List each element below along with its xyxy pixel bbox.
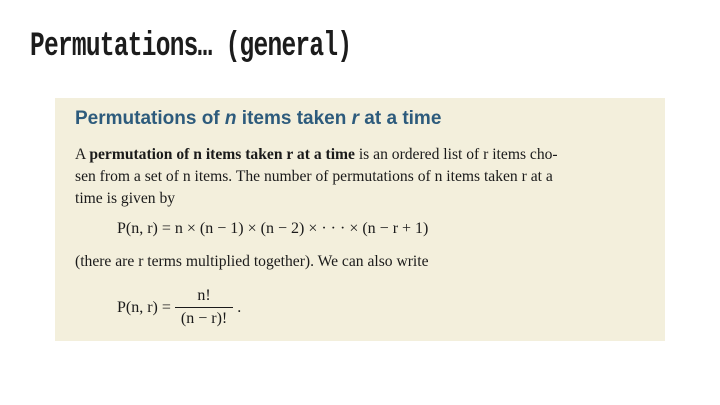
heading-text-2: items taken <box>236 108 352 129</box>
explanation-text: (there are r terms multiplied together). We can also write <box>75 253 429 270</box>
fraction-denominator: (n − r)! <box>175 307 233 328</box>
heading-var-r: r <box>351 108 360 129</box>
paragraph-line-1 <box>75 144 655 166</box>
para-bold-term: permutation of n items taken r at a time <box>89 146 355 163</box>
definition-paragraph <box>75 144 655 210</box>
slide-title: Permutations… (general) <box>30 28 352 66</box>
para-text-a: A <box>75 146 90 163</box>
product-formula: P(n, r) = n × (n − 1) × (n − 2) × · · · × (n − r + 1) <box>117 220 429 237</box>
definition-box <box>55 98 665 341</box>
formula-period: . <box>237 298 242 316</box>
fraction <box>175 287 233 328</box>
heading-var-n: n <box>224 108 237 129</box>
fraction-numerator: n! <box>197 287 211 304</box>
paragraph-line-2: sen from a set of n items. The number of permutations of n items taken r at a <box>75 168 553 185</box>
heading-text-1: Permutations of <box>75 108 225 129</box>
formula-lhs: P(n, r) = <box>117 298 171 316</box>
heading-text-3: at a time <box>359 108 442 129</box>
para-text-b: is an ordered list of r items cho- <box>354 146 558 163</box>
definition-heading <box>75 108 441 130</box>
paragraph-line-3: time is given by <box>75 190 176 207</box>
factorial-formula <box>117 287 241 328</box>
